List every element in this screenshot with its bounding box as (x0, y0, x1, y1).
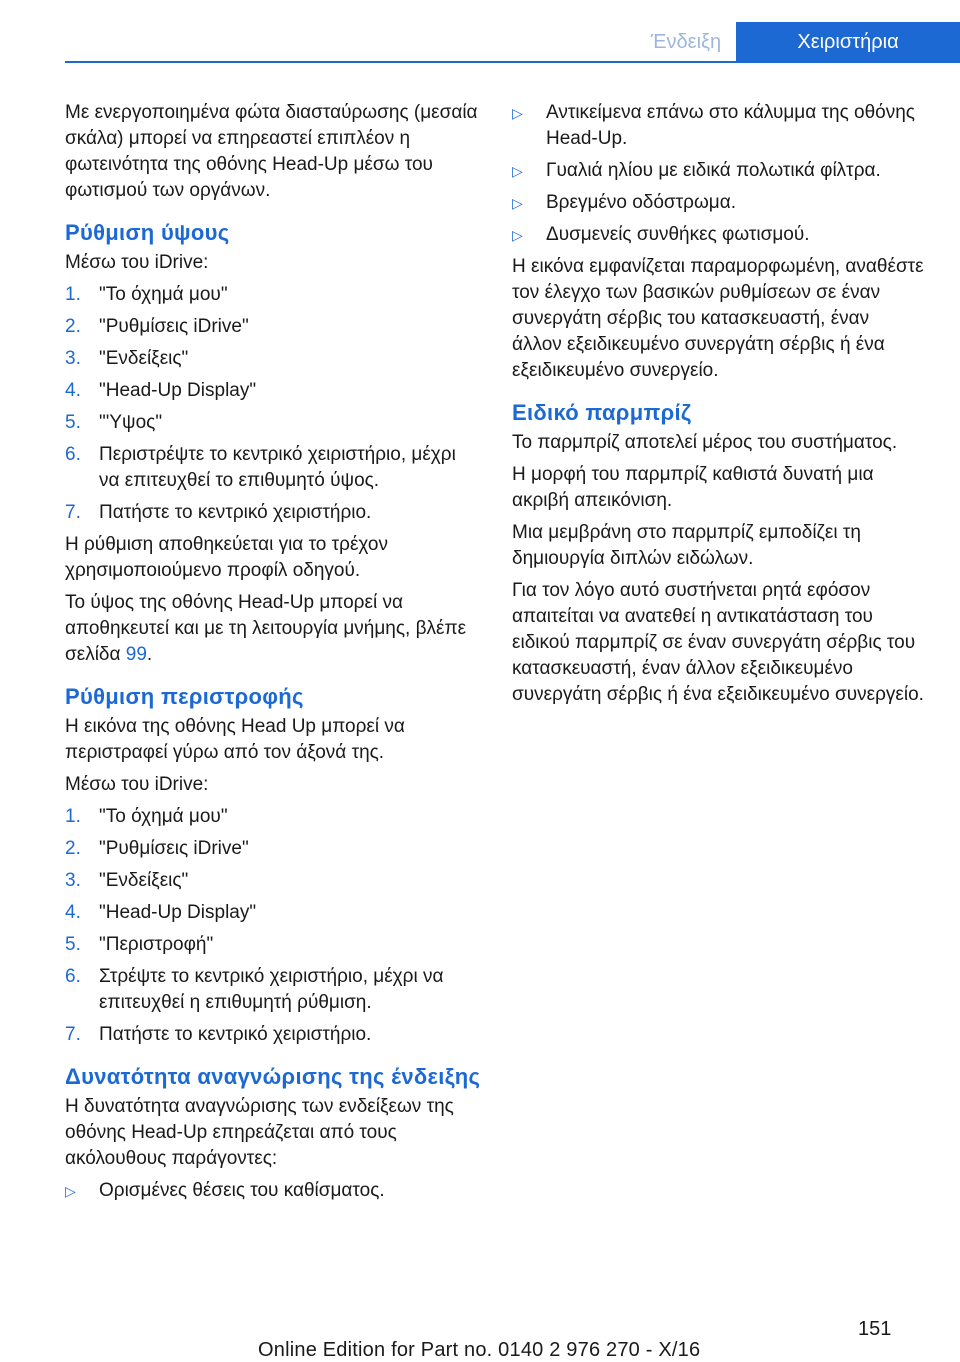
windshield-heading: Ειδικό παρμπρίζ (512, 400, 692, 425)
bullet-text: Ορισμένες θέσεις του καθίσματος. (99, 1180, 385, 1201)
step-number: 1. (65, 806, 81, 827)
visibility-heading: Δυνατότητα αναγνώρισης της ένδειξης (65, 1064, 481, 1089)
list-item (512, 222, 924, 248)
left-column (65, 100, 481, 1210)
bullet-text: Γυαλιά ηλίου με ειδικά πολωτικά φίλτρα. (546, 160, 881, 181)
list-item (65, 804, 481, 830)
step-number: 2. (65, 838, 81, 859)
list-item (65, 868, 481, 894)
step-number: 3. (65, 348, 81, 369)
list-item (65, 1022, 481, 1048)
windshield-p2: Η μορφή του παρμπρίζ καθιστά δυνατή μια ακριβή απεικόνιση. (512, 464, 874, 511)
section-tab[interactable]: Ένδειξη (650, 31, 722, 53)
height-heading: Ρύθμιση ύψους (65, 220, 230, 245)
rotation-steps (65, 804, 481, 1048)
step-number: 5. (65, 934, 81, 955)
list-item (512, 190, 924, 216)
step-number: 2. (65, 316, 81, 337)
page-header (0, 22, 960, 62)
triangle-bullet-icon: ▷ (512, 195, 523, 211)
step-number: 5. (65, 412, 81, 433)
triangle-bullet-icon: ▷ (65, 1183, 76, 1199)
rotation-intro: Η εικόνα της οθόνης Head Up μπορεί να περιστραφεί γύρω από τον άξονά της. (65, 716, 405, 763)
list-item (65, 964, 481, 1016)
height-via: Μέσω του iDrive: (65, 252, 209, 273)
step-text: Στρέψτε το κεντρικό χειριστήριο, μέχρι να επιτευχθεί η επιθυμητή ρύθμιση. (99, 966, 444, 1013)
step-number: 1. (65, 284, 81, 305)
triangle-bullet-icon: ▷ (512, 227, 523, 243)
step-text: "Ρυθμίσεις iDrive" (99, 838, 249, 859)
step-text: Πατήστε το κεντρικό χειριστήριο. (99, 1024, 372, 1045)
note-text: Το ύψος της οθόνης Head-Up μπορεί να αποθηκευτεί και με τη λειτουργία μνήμης, βλέπε σελίδα (65, 592, 467, 665)
list-item (65, 836, 481, 862)
rotation-via: Μέσω του iDrive: (65, 774, 209, 795)
list-item (65, 346, 481, 372)
step-number: 6. (65, 966, 81, 987)
list-item (65, 900, 481, 926)
list-item (65, 314, 481, 340)
visibility-intro: Η δυνατότητα αναγνώρισης των ενδείξεων της οθόνης Head-Up επηρεάζεται από τους ακόλουθους παράγοντες: (65, 1096, 454, 1169)
step-number: 6. (65, 444, 81, 465)
list-item (512, 100, 924, 152)
triangle-bullet-icon: ▷ (512, 105, 523, 121)
list-item (65, 932, 481, 958)
list-item (65, 442, 481, 494)
right-column (512, 100, 924, 714)
chapter-tab[interactable]: Χειριστήρια (736, 22, 960, 62)
height-steps (65, 282, 481, 526)
step-text: "Ρυθμίσεις iDrive" (99, 316, 249, 337)
visibility-bullets (65, 1178, 481, 1204)
rotation-heading: Ρύθμιση περιστροφής (65, 684, 304, 709)
step-number: 4. (65, 380, 81, 401)
page-link[interactable]: 99 (125, 644, 147, 665)
height-note-profile: Η ρύθμιση αποθηκεύεται για το τρέχον χρησιμοποιούμενο προφίλ οδηγού. (65, 534, 388, 581)
bullet-text: Βρεγμένο οδόστρωμα. (546, 192, 737, 213)
header-rule (65, 61, 960, 63)
step-number: 4. (65, 902, 81, 923)
distorted-paragraph: Η εικόνα εμφανίζεται παραμορφωμένη, αναθέστε τον έλεγχο των βασικών ρυθμίσεων σε έναν συνεργάτη σέρβις του κατασκευαστή, έναν άλλον εξειδικευμένο συνεργάτη σέρβις ή ένα εξειδικευμένο συνεργείο. (512, 256, 924, 381)
bullet-text: Αντικείμενα επάνω στο κάλυμμα της οθόνης Head-Up. (546, 102, 915, 149)
windshield-p1: Το παρμπρίζ αποτελεί μέρος του συστήματος. (512, 432, 898, 453)
step-text: "Head-Up Display" (99, 902, 257, 923)
height-note-memory (65, 590, 481, 668)
step-number: 3. (65, 870, 81, 891)
intro-paragraph: Με ενεργοποιημένα φώτα διασταύρωσης (μεσαία σκάλα) μπορεί να επηρεαστεί επιπλέον η φωτεινότητα της οθόνης Head-Up μέσω του φωτισμού των οργάνων. (65, 102, 478, 201)
list-item (65, 282, 481, 308)
step-text: "Περιστροφή" (99, 934, 214, 955)
note-text-end: . (146, 644, 153, 665)
edition-footer: Online Edition for Part no. 0140 2 976 270 - X/16 (258, 1339, 701, 1361)
page-number: 151 (858, 1318, 892, 1340)
step-number: 7. (65, 502, 81, 523)
step-text: Πατήστε το κεντρικό χειριστήριο. (99, 502, 372, 523)
list-item (65, 410, 481, 436)
step-text: "Ενδείξεις" (99, 870, 189, 891)
visibility-bullets-continued (512, 100, 924, 248)
list-item (65, 378, 481, 404)
bullet-text: Δυσμενείς συνθήκες φωτισμού. (546, 224, 810, 245)
step-text: "Ενδείξεις" (99, 348, 189, 369)
step-text: "'Υψος" (99, 412, 163, 433)
list-item (512, 158, 924, 184)
step-text: "Head-Up Display" (99, 380, 257, 401)
step-text: "Το όχημά μου" (99, 284, 228, 305)
step-text: Περιστρέψτε το κεντρικό χειριστήριο, μέχρι να επιτευχθεί το επιθυμητό ύψος. (99, 444, 456, 491)
list-item (65, 1178, 481, 1204)
step-text: "Το όχημά μου" (99, 806, 228, 827)
windshield-p3: Μια μεμβράνη στο παρμπρίζ εμποδίζει τη δημιουργία διπλών ειδώλων. (512, 522, 861, 569)
step-number: 7. (65, 1024, 81, 1045)
list-item (65, 500, 481, 526)
triangle-bullet-icon: ▷ (512, 163, 523, 179)
windshield-p4: Για τον λόγο αυτό συστήνεται ρητά εφόσον απαιτείται να ανατεθεί η αντικατάσταση του ειδικού παρμπρίζ σε έναν συνεργάτη σέρβις του κατασκευαστή, έναν άλλον εξειδικευμένο συνεργάτη σέρβις ή ένα εξειδικευμένο συνεργείο. (512, 580, 924, 705)
